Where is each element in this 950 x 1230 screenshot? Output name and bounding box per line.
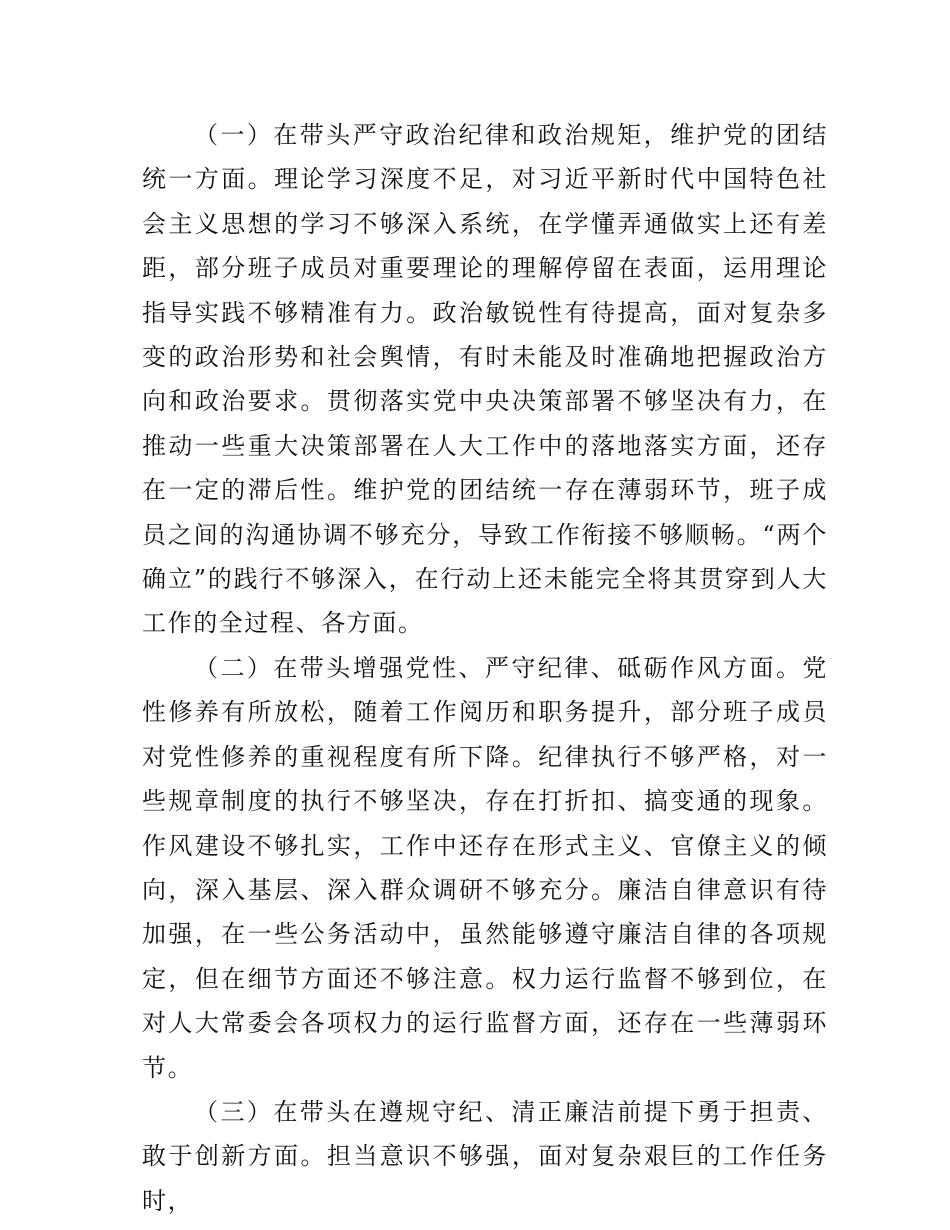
paragraph-3: （三）在带头在遵规守纪、清正廉洁前提下勇于担责、敢于创新方面。担当意识不够强，面对复杂艰巨的工作任务时， (142, 1097, 828, 1215)
paragraph-2: （二）在带头增强党性、严守纪律、砥砺作风方面。党性修养有所放松，随着工作阅历和职务提升，部分班子成员对党性修养的重视程度有所下降。纪律执行不够严格，对一些规章制度的执行不够坚决，存在打折扣、搞变通的现象。作风建设不够扎实，工作中还存在形式主义、官僚主义的倾向，深入基层、深入群众调研不够充分。廉洁自律意识有待加强，在一些公务活动中，虽然能够遵守廉洁自律的各项规定，但在细节方面还不够注意。权力运行监督不够到位，在对人大常委会各项权力的运行监督方面，还存在一些薄弱环节。 (142, 653, 828, 1082)
document-body (142, 113, 828, 1223)
paragraph-1: （一）在带头严守政治纪律和政治规矩，维护党的团结统一方面。理论学习深度不足，对习近平新时代中国特色社会主义思想的学习不够深入系统，在学懂弄通做实上还有差距，部分班子成员对重要理论的理解停留在表面，运用理论指导实践不够精准有力。政治敏锐性有待提高，面对复杂多变的政治形势和社会舆情，有时未能及时准确地把握政治方向和政治要求。贯彻落实党中央决策部署不够坚决有力，在推动一些重大决策部署在人大工作中的落地落实方面，还存在一定的滞后性。维护党的团结统一存在薄弱环节，班子成员之间的沟通协调不够充分，导致工作衔接不够顺畅。“两个确立”的践行不够深入，在行动上还未能完全将其贯穿到人大工作的全过程、各方面。 (142, 121, 828, 638)
